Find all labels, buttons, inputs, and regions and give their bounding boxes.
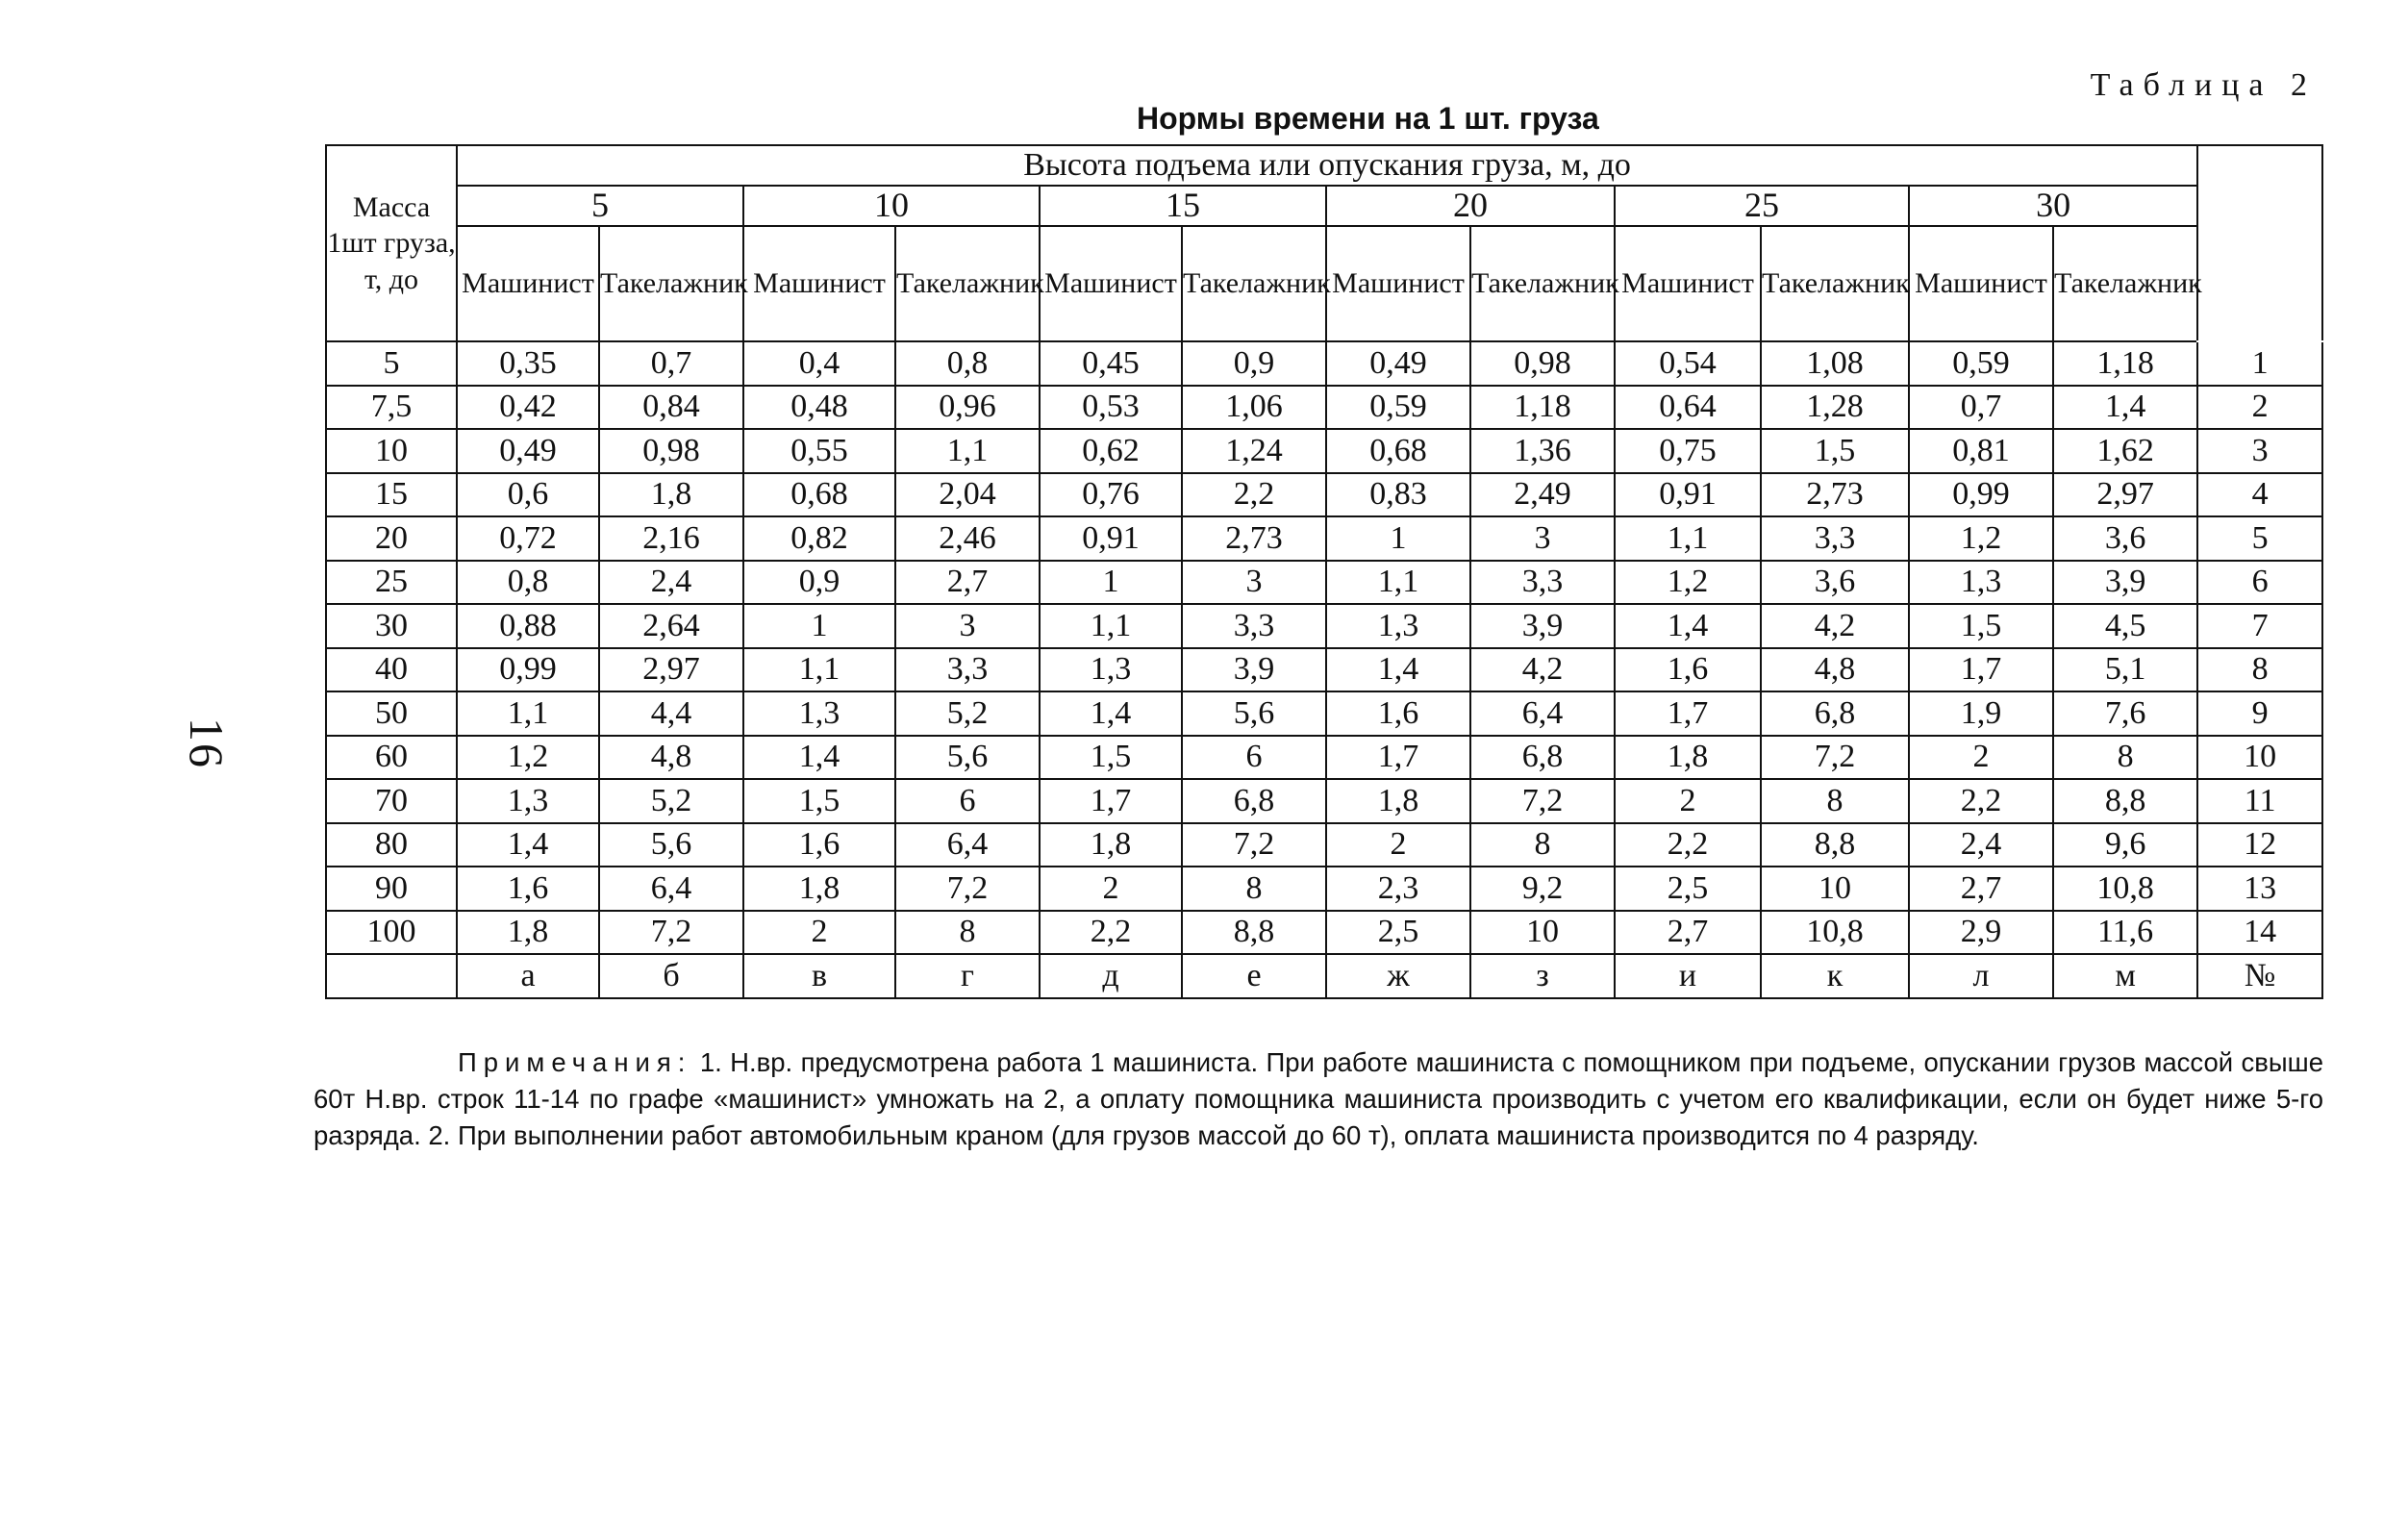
- row-number-cell: 5: [2197, 516, 2322, 561]
- value-cell: 2: [1909, 736, 2053, 780]
- mass-cell: 5: [326, 341, 457, 386]
- value-cell: 0,54: [1615, 341, 1761, 386]
- row-number-cell: 8: [2197, 648, 2322, 692]
- value-cell: 1,1: [1040, 604, 1182, 648]
- value-cell: 0,53: [1040, 386, 1182, 430]
- table-row: [326, 341, 2322, 386]
- value-cell: 2,9: [1909, 911, 2053, 955]
- value-cell: 1,8: [599, 473, 743, 517]
- table-row: [326, 823, 2322, 867]
- number-sign-cell: №: [2197, 954, 2322, 998]
- value-cell: 1,1: [895, 429, 1040, 473]
- value-cell: 4,5: [2053, 604, 2197, 648]
- value-cell: 0,64: [1615, 386, 1761, 430]
- height-header: 15: [1040, 186, 1326, 226]
- column-letter-cell: г: [895, 954, 1040, 998]
- value-cell: 1,8: [1040, 823, 1182, 867]
- value-cell: 3,9: [1470, 604, 1615, 648]
- role-rigger-header: Такелажник: [1761, 226, 1909, 341]
- value-cell: 2,7: [1909, 867, 2053, 911]
- role-machinist-header: Машинист: [743, 226, 895, 341]
- value-cell: 1,9: [1909, 691, 2053, 736]
- value-cell: 1,1: [1326, 561, 1470, 605]
- page-number: 16: [180, 717, 234, 769]
- value-cell: 6: [1182, 736, 1326, 780]
- table-title: Нормы времени на 1 шт. груза: [1137, 101, 1599, 136]
- value-cell: 9,2: [1470, 867, 1615, 911]
- mass-cell: 60: [326, 736, 457, 780]
- value-cell: 0,96: [895, 386, 1040, 430]
- value-cell: 3: [1182, 561, 1326, 605]
- value-cell: 9,6: [2053, 823, 2197, 867]
- row-number-header: [2197, 145, 2322, 341]
- value-cell: 2: [1326, 823, 1470, 867]
- row-number-cell: 10: [2197, 736, 2322, 780]
- row-number-cell: 2: [2197, 386, 2322, 430]
- role-machinist-header: Машинист: [1615, 226, 1761, 341]
- value-cell: 2,3: [1326, 867, 1470, 911]
- value-cell: 5,2: [599, 779, 743, 823]
- value-cell: 0,6: [457, 473, 599, 517]
- row-number-cell: 13: [2197, 867, 2322, 911]
- value-cell: 0,81: [1909, 429, 2053, 473]
- mass-cell: 50: [326, 691, 457, 736]
- value-cell: 0,9: [1182, 341, 1326, 386]
- value-cell: 0,88: [457, 604, 599, 648]
- table-row: [326, 867, 2322, 911]
- column-letter-cell: з: [1470, 954, 1615, 998]
- value-cell: 7,6: [2053, 691, 2197, 736]
- value-cell: 7,2: [599, 911, 743, 955]
- empty-cell: [326, 954, 457, 998]
- value-cell: 2,5: [1615, 867, 1761, 911]
- value-cell: 0,4: [743, 341, 895, 386]
- value-cell: 3,3: [1761, 516, 1909, 561]
- column-letter-cell: л: [1909, 954, 2053, 998]
- table-row: [326, 911, 2322, 955]
- value-cell: 0,62: [1040, 429, 1182, 473]
- value-cell: 10,8: [1761, 911, 1909, 955]
- value-cell: 0,72: [457, 516, 599, 561]
- value-cell: 2,97: [2053, 473, 2197, 517]
- mass-cell: 80: [326, 823, 457, 867]
- height-header: 25: [1615, 186, 1909, 226]
- value-cell: 1,1: [457, 691, 599, 736]
- value-cell: 1,7: [1909, 648, 2053, 692]
- value-cell: 8: [895, 911, 1040, 955]
- value-cell: 5,2: [895, 691, 1040, 736]
- value-cell: 2,2: [1615, 823, 1761, 867]
- column-letter-cell: а: [457, 954, 599, 998]
- value-cell: 0,98: [599, 429, 743, 473]
- table-row: [326, 386, 2322, 430]
- value-cell: 1,4: [1615, 604, 1761, 648]
- value-cell: 0,9: [743, 561, 895, 605]
- value-cell: 6,4: [1470, 691, 1615, 736]
- value-cell: 8: [1761, 779, 1909, 823]
- mass-cell: 10: [326, 429, 457, 473]
- value-cell: 2,73: [1182, 516, 1326, 561]
- value-cell: 0,8: [895, 341, 1040, 386]
- value-cell: 0,42: [457, 386, 599, 430]
- column-letter-cell: е: [1182, 954, 1326, 998]
- mass-cell: 40: [326, 648, 457, 692]
- value-cell: 7,2: [895, 867, 1040, 911]
- value-cell: 6,8: [1761, 691, 1909, 736]
- value-cell: 1,5: [1761, 429, 1909, 473]
- value-cell: 1,4: [1326, 648, 1470, 692]
- value-cell: 8: [2053, 736, 2197, 780]
- value-cell: 1,8: [743, 867, 895, 911]
- value-cell: 3,3: [1470, 561, 1615, 605]
- value-cell: 1,1: [743, 648, 895, 692]
- value-cell: 0,8: [457, 561, 599, 605]
- role-rigger-header: Такелажник: [599, 226, 743, 341]
- column-letter-cell: б: [599, 954, 743, 998]
- table-row: [326, 736, 2322, 780]
- value-cell: 1: [1326, 516, 1470, 561]
- value-cell: 1,08: [1761, 341, 1909, 386]
- value-cell: 0,59: [1909, 341, 2053, 386]
- value-cell: 4,8: [599, 736, 743, 780]
- value-cell: 0,99: [457, 648, 599, 692]
- value-cell: 2,5: [1326, 911, 1470, 955]
- value-cell: 2,2: [1909, 779, 2053, 823]
- row-number-cell: 3: [2197, 429, 2322, 473]
- value-cell: 1,2: [457, 736, 599, 780]
- value-cell: 3: [1470, 516, 1615, 561]
- value-cell: 0,48: [743, 386, 895, 430]
- value-cell: 2,2: [1040, 911, 1182, 955]
- value-cell: 0,59: [1326, 386, 1470, 430]
- role-rigger-header: Такелажник: [1182, 226, 1326, 341]
- value-cell: 10: [1761, 867, 1909, 911]
- value-cell: 2,73: [1761, 473, 1909, 517]
- value-cell: 1,6: [1615, 648, 1761, 692]
- value-cell: 0,99: [1909, 473, 2053, 517]
- value-cell: 1,4: [1040, 691, 1182, 736]
- role-machinist-header: Машинист: [1326, 226, 1470, 341]
- row-number-cell: 4: [2197, 473, 2322, 517]
- value-cell: 2,04: [895, 473, 1040, 517]
- value-cell: 2,64: [599, 604, 743, 648]
- value-cell: 8,8: [1182, 911, 1326, 955]
- value-cell: 1,3: [457, 779, 599, 823]
- column-letter-cell: в: [743, 954, 895, 998]
- table-row: [326, 604, 2322, 648]
- value-cell: 1,7: [1326, 736, 1470, 780]
- value-cell: 1,8: [457, 911, 599, 955]
- value-cell: 8,8: [1761, 823, 1909, 867]
- value-cell: 1,06: [1182, 386, 1326, 430]
- value-cell: 0,91: [1615, 473, 1761, 517]
- value-cell: 0,98: [1470, 341, 1615, 386]
- value-cell: 2,16: [599, 516, 743, 561]
- value-cell: 6,4: [599, 867, 743, 911]
- value-cell: 1,1: [1615, 516, 1761, 561]
- mass-cell: 25: [326, 561, 457, 605]
- value-cell: 5,1: [2053, 648, 2197, 692]
- value-cell: 1,5: [1040, 736, 1182, 780]
- role-rigger-header: Такелажник: [1470, 226, 1615, 341]
- role-machinist-header: Машинист: [457, 226, 599, 341]
- value-cell: 1,3: [1909, 561, 2053, 605]
- value-cell: 1,4: [2053, 386, 2197, 430]
- column-letter-cell: и: [1615, 954, 1761, 998]
- table-row: [326, 516, 2322, 561]
- value-cell: 10: [1470, 911, 1615, 955]
- height-header: 20: [1326, 186, 1615, 226]
- value-cell: 3: [895, 604, 1040, 648]
- value-cell: 5,6: [1182, 691, 1326, 736]
- value-cell: 1,28: [1761, 386, 1909, 430]
- value-cell: 2,7: [1615, 911, 1761, 955]
- value-cell: 2,97: [599, 648, 743, 692]
- value-cell: 0,91: [1040, 516, 1182, 561]
- value-cell: 2,4: [1909, 823, 2053, 867]
- value-cell: 5,6: [599, 823, 743, 867]
- value-cell: 1: [743, 604, 895, 648]
- value-cell: 6,8: [1470, 736, 1615, 780]
- role-rigger-header: Такелажник: [2053, 226, 2197, 341]
- row-number-cell: 9: [2197, 691, 2322, 736]
- value-cell: 1,6: [457, 867, 599, 911]
- table-row: [326, 648, 2322, 692]
- value-cell: 1,5: [1909, 604, 2053, 648]
- value-cell: 1,6: [743, 823, 895, 867]
- value-cell: 3,3: [1182, 604, 1326, 648]
- value-cell: 0,75: [1615, 429, 1761, 473]
- value-cell: 0,49: [457, 429, 599, 473]
- mass-header: Масса 1шт груза, т, до: [326, 145, 457, 341]
- column-letter-cell: к: [1761, 954, 1909, 998]
- value-cell: 1,4: [457, 823, 599, 867]
- mass-cell: 7,5: [326, 386, 457, 430]
- value-cell: 6,4: [895, 823, 1040, 867]
- value-cell: 1,18: [1470, 386, 1615, 430]
- column-letters-row: [326, 954, 2322, 998]
- norms-table: [325, 144, 2323, 999]
- notes: [314, 1044, 2323, 1154]
- value-cell: 1,3: [743, 691, 895, 736]
- value-cell: 1,8: [1326, 779, 1470, 823]
- table-row: [326, 561, 2322, 605]
- value-cell: 2: [1615, 779, 1761, 823]
- row-number-cell: 14: [2197, 911, 2322, 955]
- value-cell: 3,9: [1182, 648, 1326, 692]
- value-cell: 0,7: [1909, 386, 2053, 430]
- table-row: [326, 473, 2322, 517]
- role-machinist-header: Машинист: [1040, 226, 1182, 341]
- row-number-cell: 12: [2197, 823, 2322, 867]
- value-cell: 3,9: [2053, 561, 2197, 605]
- value-cell: 3,3: [895, 648, 1040, 692]
- row-number-cell: 11: [2197, 779, 2322, 823]
- value-cell: 7,2: [1761, 736, 1909, 780]
- value-cell: 1,2: [1615, 561, 1761, 605]
- row-number-cell: 7: [2197, 604, 2322, 648]
- column-letter-cell: д: [1040, 954, 1182, 998]
- height-span-header: Высота подъема или опускания груза, м, до: [457, 145, 2197, 186]
- height-header: 5: [457, 186, 743, 226]
- value-cell: 1,4: [743, 736, 895, 780]
- value-cell: 1,18: [2053, 341, 2197, 386]
- value-cell: 1,24: [1182, 429, 1326, 473]
- value-cell: 3,6: [2053, 516, 2197, 561]
- value-cell: 0,68: [743, 473, 895, 517]
- value-cell: 6: [895, 779, 1040, 823]
- value-cell: 0,49: [1326, 341, 1470, 386]
- value-cell: 0,76: [1040, 473, 1182, 517]
- value-cell: 2,46: [895, 516, 1040, 561]
- column-letter-cell: ж: [1326, 954, 1470, 998]
- value-cell: 0,45: [1040, 341, 1182, 386]
- value-cell: 4,2: [1470, 648, 1615, 692]
- value-cell: 1,7: [1615, 691, 1761, 736]
- value-cell: 1,3: [1040, 648, 1182, 692]
- value-cell: 7,2: [1182, 823, 1326, 867]
- mass-cell: 90: [326, 867, 457, 911]
- value-cell: 2,7: [895, 561, 1040, 605]
- value-cell: 1: [1040, 561, 1182, 605]
- row-number-cell: 6: [2197, 561, 2322, 605]
- value-cell: 4,2: [1761, 604, 1909, 648]
- value-cell: 0,35: [457, 341, 599, 386]
- value-cell: 2: [1040, 867, 1182, 911]
- notes-lead: Примечания:: [458, 1047, 692, 1077]
- value-cell: 11,6: [2053, 911, 2197, 955]
- value-cell: 1,6: [1326, 691, 1470, 736]
- value-cell: 2,2: [1182, 473, 1326, 517]
- value-cell: 0,68: [1326, 429, 1470, 473]
- value-cell: 1,3: [1326, 604, 1470, 648]
- value-cell: 2,4: [599, 561, 743, 605]
- value-cell: 4,8: [1761, 648, 1909, 692]
- value-cell: 10,8: [2053, 867, 2197, 911]
- mass-cell: 100: [326, 911, 457, 955]
- value-cell: 1,62: [2053, 429, 2197, 473]
- row-number-cell: 1: [2197, 341, 2322, 386]
- mass-cell: 30: [326, 604, 457, 648]
- value-cell: 1,36: [1470, 429, 1615, 473]
- value-cell: 0,84: [599, 386, 743, 430]
- role-rigger-header: Такелажник: [895, 226, 1040, 341]
- table-row: [326, 779, 2322, 823]
- table-row: [326, 429, 2322, 473]
- value-cell: 8,8: [2053, 779, 2197, 823]
- value-cell: 1,8: [1615, 736, 1761, 780]
- value-cell: 2: [743, 911, 895, 955]
- value-cell: 3,6: [1761, 561, 1909, 605]
- role-machinist-header: Машинист: [1909, 226, 2053, 341]
- height-header: 30: [1909, 186, 2197, 226]
- value-cell: 1,2: [1909, 516, 2053, 561]
- value-cell: 7,2: [1470, 779, 1615, 823]
- value-cell: 1,5: [743, 779, 895, 823]
- value-cell: 0,83: [1326, 473, 1470, 517]
- value-cell: 5,6: [895, 736, 1040, 780]
- value-cell: 4,4: [599, 691, 743, 736]
- value-cell: 8: [1470, 823, 1615, 867]
- height-header: 10: [743, 186, 1040, 226]
- value-cell: 2,49: [1470, 473, 1615, 517]
- value-cell: 0,7: [599, 341, 743, 386]
- notes-text: 1. Н.вр. предусмотрена работа 1 машиниста. При работе машиниста с помощником при подъеме, опускании грузов массой свыше 60т Н.вр. строк 11-14 по графе «машинист» умножать на 2, а оплату помощника машиниста производить с учетом его квалификации, если он будет ниже 5-го разряда. 2. При выполнении работ автомобильным краном (для грузов массой до 60 т), оплата машиниста производится по 4 разряду.: [314, 1047, 2323, 1150]
- value-cell: 0,82: [743, 516, 895, 561]
- mass-cell: 15: [326, 473, 457, 517]
- mass-cell: 20: [326, 516, 457, 561]
- table-row: [326, 691, 2322, 736]
- table-label: Таблица 2: [2090, 67, 2317, 103]
- column-letter-cell: м: [2053, 954, 2197, 998]
- mass-cell: 70: [326, 779, 457, 823]
- value-cell: 0,55: [743, 429, 895, 473]
- value-cell: 1,7: [1040, 779, 1182, 823]
- value-cell: 6,8: [1182, 779, 1326, 823]
- value-cell: 8: [1182, 867, 1326, 911]
